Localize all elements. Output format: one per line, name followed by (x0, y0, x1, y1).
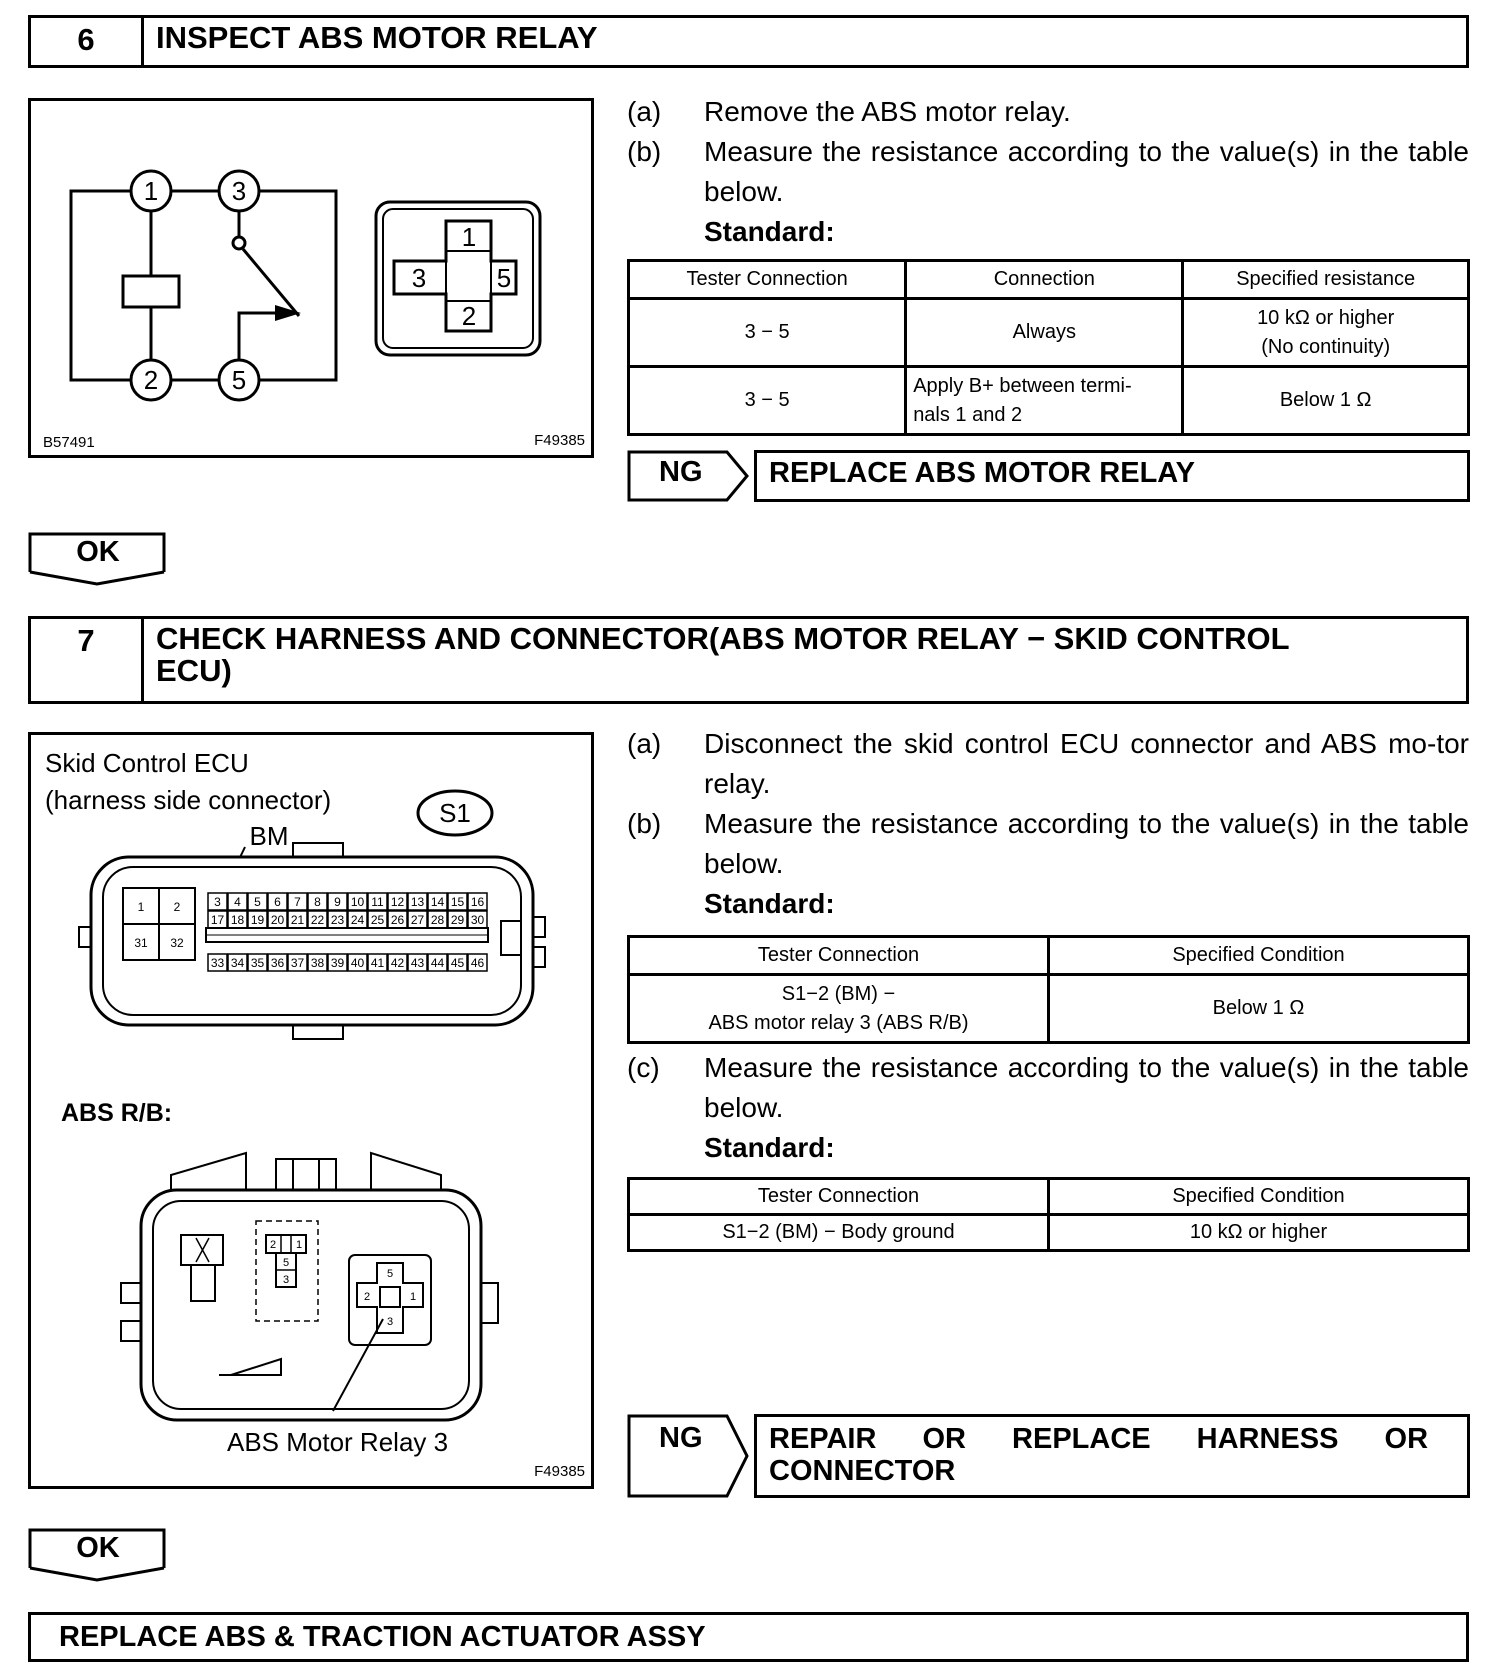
ecu-pin-label: 26 (390, 913, 405, 927)
ng-action: REPLACE ABS MOTOR RELAY (754, 450, 1470, 502)
ecu-pin-label: 10 (350, 895, 365, 909)
ecu-pin-label: 30 (470, 913, 485, 927)
step-7-instructions (627, 724, 1469, 924)
standard-label: Standard: (704, 1132, 835, 1163)
ecu-label: Skid Control ECU (harness side connector) (45, 748, 332, 815)
big-pin-label: 31 (134, 936, 148, 950)
figure-code: F49385 (534, 1463, 585, 1480)
ecu-pin-label: 6 (274, 895, 281, 909)
ecu-pin-label: 8 (314, 895, 321, 909)
ecu-pin-label: 5 (254, 895, 261, 909)
connector-id-label: S1 (439, 798, 471, 828)
ecu-pin-label: 41 (370, 956, 385, 970)
table-cell: 10 kΩ or higher (1049, 1215, 1469, 1251)
table-header: Tester Connection (629, 937, 1049, 975)
rb-pin-label: 3 (386, 1316, 394, 1328)
step-title: CHECK HARNESS AND CONNECTOR(ABS MOTOR RELAY − SKID CONTROL ECU) (156, 621, 1290, 688)
table-row (629, 367, 1469, 435)
instruction-a: (a) Disconnect the skid control ECU connector and ABS mo-tor relay. (627, 728, 1469, 799)
table-header: Specified resistance (1183, 261, 1469, 299)
step-6-instructions (627, 92, 1469, 252)
table-cell: Below 1 Ω (1183, 367, 1469, 435)
pin-5-label: 5 (231, 365, 247, 395)
step-6-ok-tab (28, 532, 168, 586)
table-cell: 3 − 5 (629, 299, 906, 367)
step-7-header (28, 616, 1469, 704)
ecu-pin-label: 46 (470, 956, 485, 970)
ecu-pin-label: 43 (410, 956, 425, 970)
relay-label: ABS Motor Relay 3 (227, 1427, 449, 1457)
table-header: Specified Condition (1049, 1179, 1469, 1215)
pin-3-label: 3 (231, 176, 247, 206)
step-7-spec-table-1 (627, 935, 1470, 1044)
ecu-pin-label: 44 (430, 956, 445, 970)
step-6-header (28, 15, 1469, 68)
ecu-pin-label: 39 (330, 956, 345, 970)
ecu-pin-label: 14 (430, 895, 445, 909)
table-row (629, 975, 1469, 1043)
instruction-a: (a) Remove the ABS motor relay. (627, 96, 1071, 127)
ecu-pin-label: 13 (410, 895, 425, 909)
table-cell: 10 kΩ or higher (No continuity) (1183, 299, 1469, 367)
ecu-pin-label: 7 (294, 895, 301, 909)
ecu-pin-label: 21 (290, 913, 305, 927)
instruction-b: (b) Measure the resistance according to the value(s) in the table below. (627, 808, 1469, 879)
ng-action: REPAIR OR REPLACE HARNESS OR CONNECTOR (754, 1414, 1470, 1498)
ecu-pin-label: 45 (450, 956, 465, 970)
figure-code-left: B57491 (43, 434, 95, 451)
ecu-pin-label: 33 (210, 956, 225, 970)
ecu-pin-label: 4 (234, 895, 241, 909)
ecu-connector-diagram (31, 735, 591, 1486)
ecu-pin-label: 24 (350, 913, 365, 927)
rb-pin-label: 5 (386, 1268, 394, 1280)
step-7-spec-table-2 (627, 1177, 1470, 1252)
ecu-pin-label: 20 (270, 913, 285, 927)
ecu-pin-label: 9 (334, 895, 341, 909)
step-title: INSPECT ABS MOTOR RELAY (156, 20, 598, 55)
table-row (629, 299, 1469, 367)
rb-pin-label: 2 (269, 1239, 277, 1251)
table-header: Tester Connection (629, 261, 906, 299)
pin-1-label: 1 (143, 176, 159, 206)
step-7-ok-tab (28, 1528, 168, 1582)
bm-label: BM (249, 821, 289, 851)
final-action-box: REPLACE ABS & TRACTION ACTUATOR ASSY (28, 1612, 1469, 1662)
ecu-pin-label: 17 (210, 913, 225, 927)
table-header: Tester Connection (629, 1179, 1049, 1215)
rb-pin-label: 1 (295, 1239, 303, 1251)
ecu-pin-label: 22 (310, 913, 325, 927)
ecu-pin-label: 16 (470, 895, 485, 909)
big-pin-label: 32 (170, 936, 184, 950)
ecu-pin-label: 34 (230, 956, 245, 970)
big-pin-label: 2 (173, 900, 181, 914)
connector-pin-2: 2 (461, 301, 477, 331)
table-cell: S1−2 (BM) − ABS motor relay 3 (ABS R/B) (629, 975, 1049, 1043)
table-header: Specified Condition (1049, 937, 1469, 975)
relay-circuit-diagram (31, 101, 591, 455)
pin-2-label: 2 (143, 365, 159, 395)
connector-pin-5: 5 (496, 263, 512, 293)
ecu-pin-label: 19 (250, 913, 265, 927)
rb-pin-label: 2 (363, 1291, 371, 1303)
step-number: 6 (31, 18, 144, 65)
ecu-pin-label: 3 (214, 895, 221, 909)
instruction-c: (c) Measure the resistance according to the value(s) in the table below. (627, 1052, 1469, 1123)
table-header: Connection (906, 261, 1183, 299)
ecu-pin-label: 40 (350, 956, 365, 970)
ecu-pin-label: 37 (290, 956, 305, 970)
ng-label: NG (659, 1422, 703, 1454)
rb-label: ABS R/B: (61, 1099, 173, 1127)
table-cell: Below 1 Ω (1049, 975, 1469, 1043)
ecu-pin-label: 38 (310, 956, 325, 970)
standard-label: Standard: (704, 216, 835, 247)
rb-pin-label: 3 (282, 1274, 290, 1286)
ecu-pin-label: 12 (390, 895, 405, 909)
relay-circuit-figure (28, 98, 594, 458)
table-row (629, 1215, 1469, 1251)
instruction-b: (b) Measure the resistance according to the value(s) in the table below. (627, 136, 1469, 207)
standard-label: Standard: (704, 888, 835, 919)
figure-code-right: F49385 (534, 432, 585, 449)
step-number: 7 (31, 619, 144, 701)
ecu-pin-label: 35 (250, 956, 265, 970)
step-7-ng-box (627, 1414, 1470, 1498)
step-6-ng-box (627, 450, 1470, 502)
ecu-pin-label: 15 (450, 895, 465, 909)
ok-label: OK (76, 1532, 120, 1564)
ecu-pin-label: 36 (270, 956, 285, 970)
table-cell: 3 − 5 (629, 367, 906, 435)
rb-pin-label: 1 (409, 1291, 417, 1303)
ecu-pin-label: 28 (430, 913, 445, 927)
ecu-pin-label: 11 (371, 895, 384, 909)
ecu-pin-label: 25 (370, 913, 385, 927)
ecu-connector-figure (28, 732, 594, 1489)
ecu-pin-label: 42 (390, 956, 405, 970)
table-cell: Apply B+ between termi- nals 1 and 2 (906, 367, 1183, 435)
ok-label: OK (76, 536, 120, 568)
ng-label: NG (659, 456, 703, 488)
big-pin-label: 1 (137, 900, 145, 914)
step-6-spec-table (627, 259, 1470, 436)
ecu-pin-label: 29 (450, 913, 465, 927)
ecu-pin-label: 23 (330, 913, 345, 927)
table-cell: S1−2 (BM) − Body ground (629, 1215, 1049, 1251)
table-cell: Always (906, 299, 1183, 367)
step-7-instruction-c (627, 1048, 1469, 1168)
ecu-pin-label: 18 (230, 913, 245, 927)
connector-pin-1: 1 (461, 222, 477, 252)
rb-pin-label: 5 (282, 1257, 290, 1269)
ecu-pin-label: 27 (410, 913, 425, 927)
connector-pin-3: 3 (411, 263, 427, 293)
